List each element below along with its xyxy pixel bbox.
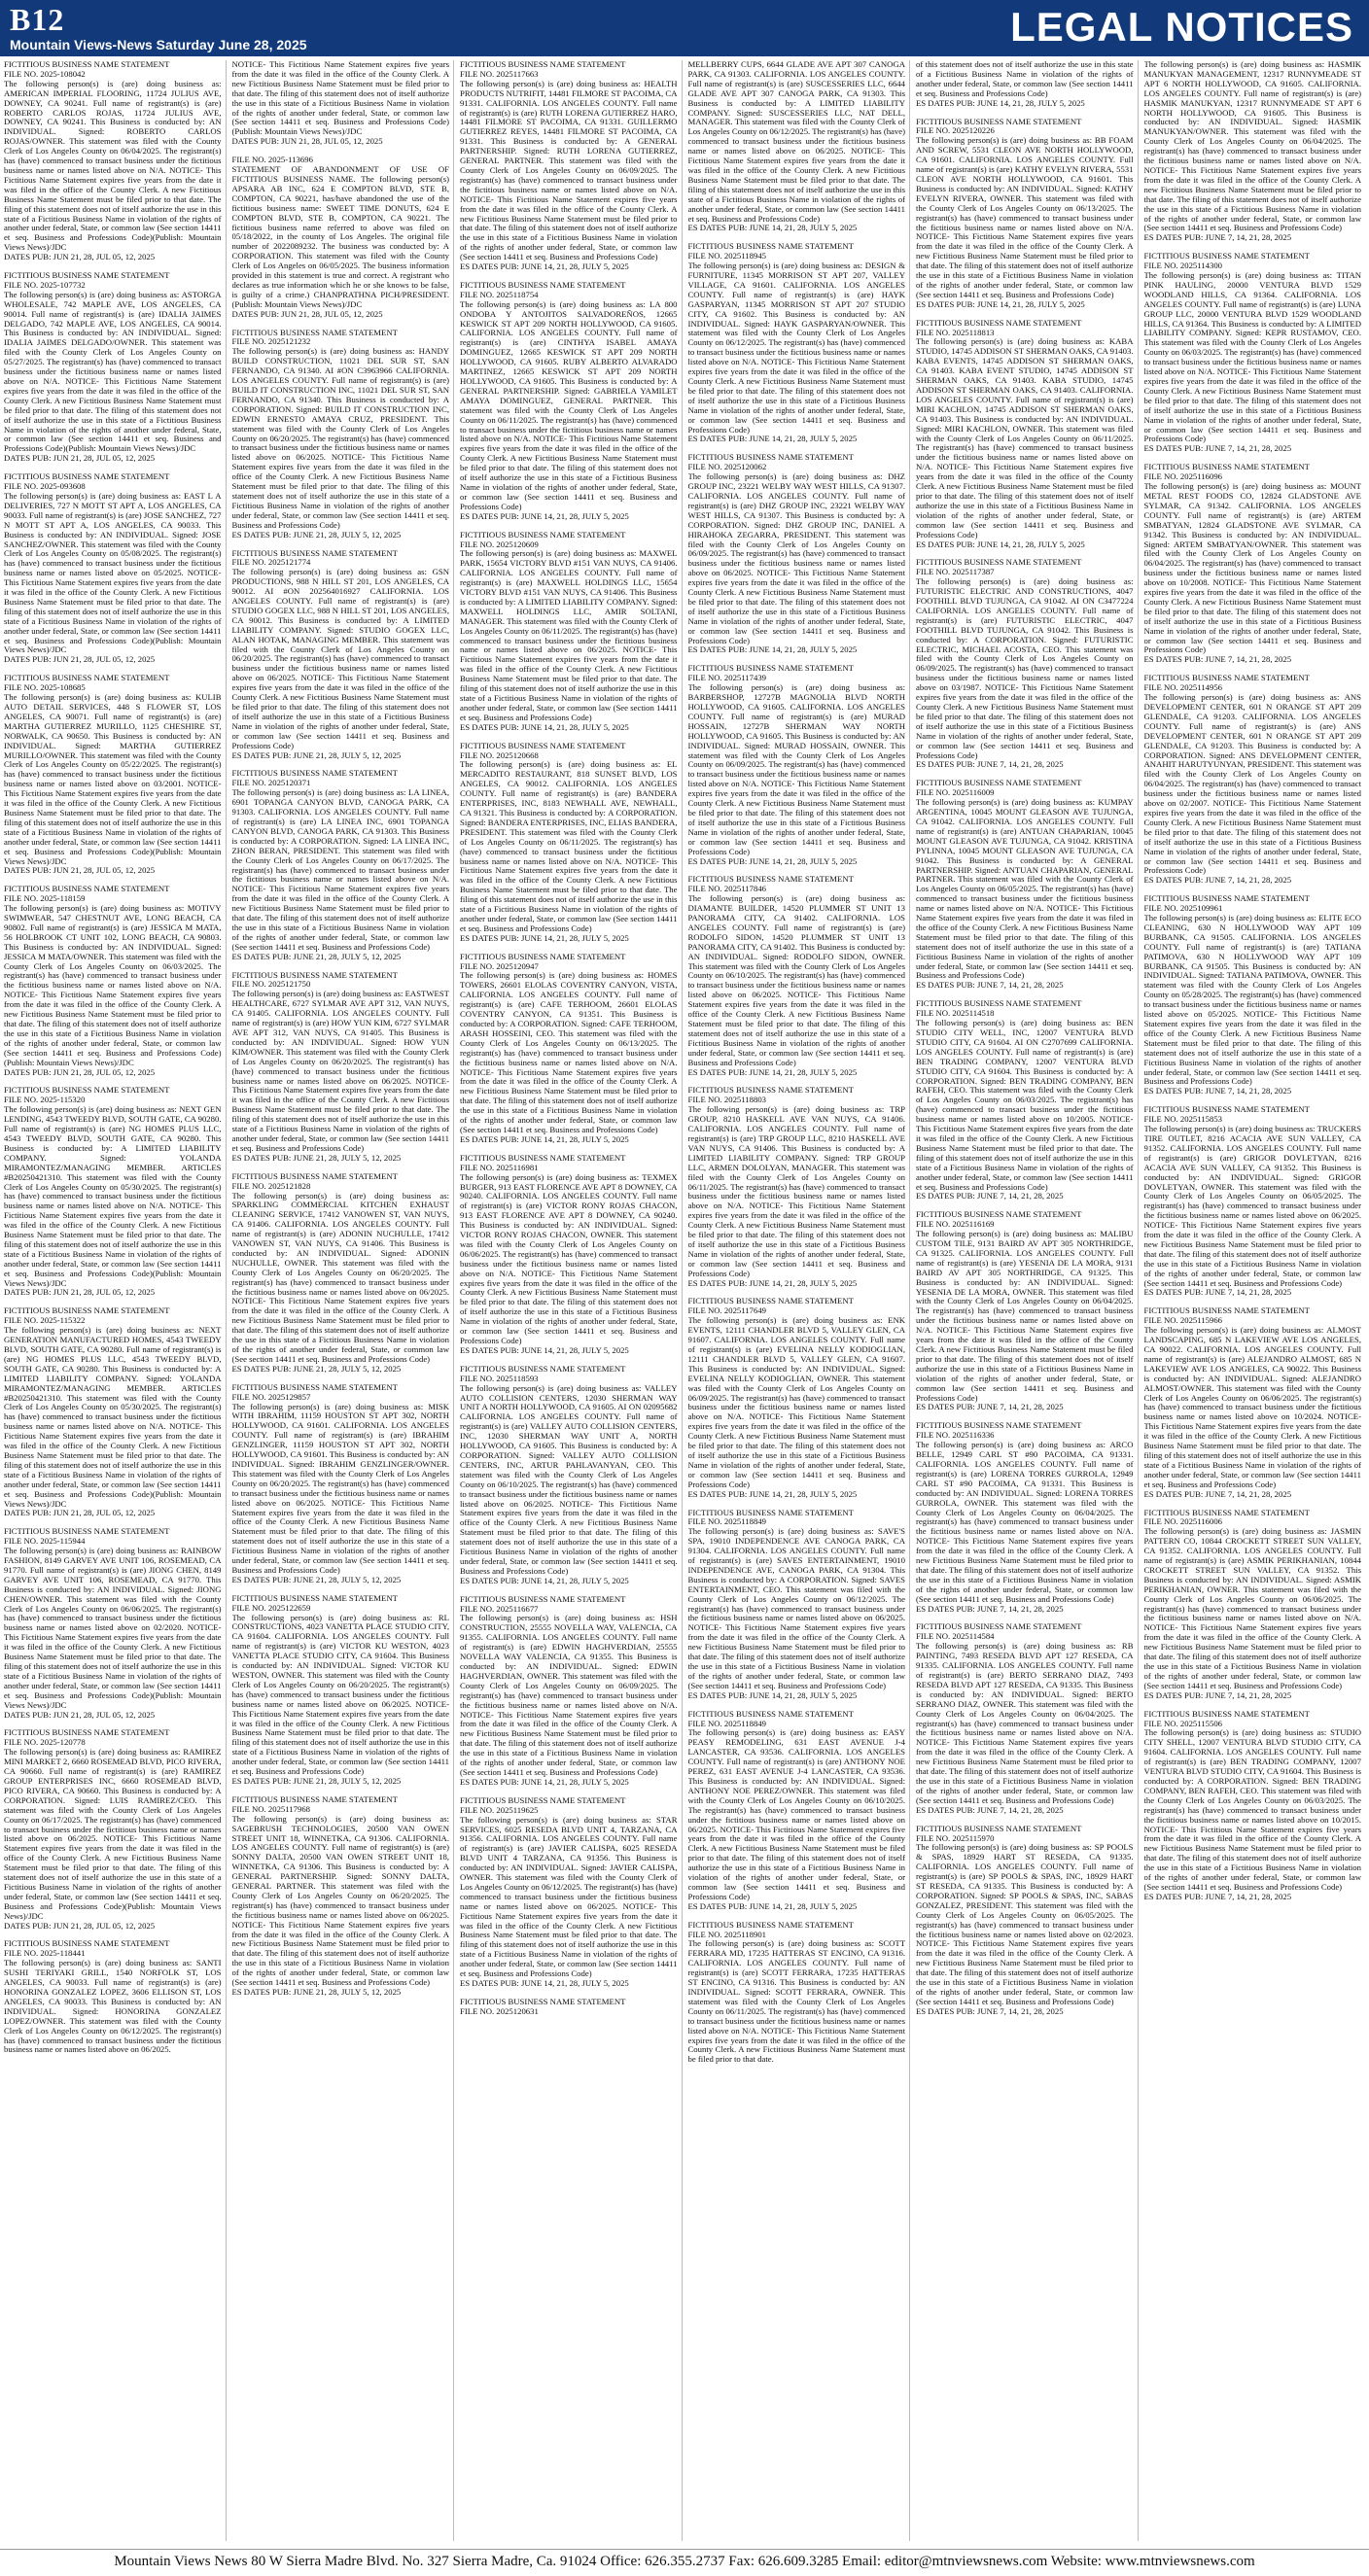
notice-pub-dates: ES DATES PUB: JUNE 14, 21, 28, JULY 5, 2025 (460, 510, 629, 521)
notice-pub-dates: ES DATES PUB: JUNE 14, 21, 28, JULY 5, 2025 (460, 1575, 629, 1585)
notice-body: The following person(s) is (are) doing business as: STAR SERVICES, 6025 RESEDA BLVD UNIT 4, TARZANA, CA 91356. CALIFORNIA. LOS ANGELES COUNTY. Full name of registrant(s) is (are) JAVIER CALISPA, 6025 RESEDA BLVD UNIT 4 TARZANA, CA 91356. This Business is conducted by: AN INDIVIDUAL. Signed: JAVIER CALISPA, OWNER. This statement was filed with the County Clerk of Los Angeles County on 06/12/2025. The registrant(s) has (have) commenced to transact business under the fictitious business name or names listed above on 06/2025. NOTICE- This Fictitious Name Statement expires five years from the date it was filed in the office of the County Clerk. A new Fictitious Business Name Statement must be filed prior to that date. The filing of this statement does not of itself authorize the use in this state of a Fictitious Business Name in violation of the rights of another under federal, State, or common law (See section 14411 et seq. Business and Professions Code) (460, 1814, 678, 1979)
notice-file-number: FILE NO. 2025115853 (1143, 1114, 1223, 1125)
notice-body: The following person(s) is (are) doing business as: TRP GROUP, 8210 HASKELL AVE VAN NUYS, CA 91406. CALIFORNIA. LOS ANGELES COUNTY. Full name of registrant(s) is (are) TRP GROUP LLC, 8210 HASKELL AVE VAN NUYS, CA 91406. This Business is conducted by: A LIMITED LIABILITY COMPANY. Signed: TRP GROUP LLC, ARMEN DOLOLYAN, MANAGER. This statement was filed with the County Clerk of Los Angeles County on 06/11/2025. The registrant(s) has (have) commenced to transact business under the fictitious business name or names listed above on N/A. NOTICE- This Fictitious Name Statement expires five years from the date it was filed in the office of the County Clerk. A new Fictitious Business Name Statement must be filed prior to that date. The filing of this statement does not of itself authorize the use in this state of a Fictitious Business Name in violation of the rights of another under federal, State, or common law (See section 14411 et seq. Business and Professions Code) (687, 1104, 905, 1278)
notice-pub-dates: ES DATES PUB: JUNE 14, 21, 28, JULY 5, 2025 (687, 644, 858, 655)
notice-title: FICTITIOUS BUSINESS NAME STATEMENT (916, 1621, 1082, 1632)
notice-title: FICTITIOUS BUSINESS NAME STATEMENT (231, 768, 398, 779)
legal-notice (1144, 674, 1362, 886)
legal-notice (232, 60, 450, 147)
legal-notice (232, 769, 450, 961)
notice-body: The following person(s) is (are) doing business as: EAST L A DELIVERIES, 727 N MOTT ST APT A, LOS ANGELES, CA 90033. Full name of registrant(s) is (are) JOSE SANCHEZ, 727 N MOTT ST APT A, LOS ANGELES, CA 90033. This Business is conducted by: AN INDIVIDUAL. Signed: JOSE SANCHEZ/OWNER. This statement was filed with the County Clerk of Los Angeles County on 05/08/2025. The registrant(s) has (have) commenced to transact business under the fictitious business name or names listed above on 05/2025. NOTICE- This Fictitious Name Statement expires five years from the date it was filed in the office of the County Clerk. A new Fictitious Business Name Statement must be filed prior to that date. The filing of this statement does not of itself authorize the use in this state of a Fictitious Business Name in violation of the rights of another under federal, State, or common law (See section 14411 et seq. Business and Professions Code)(Publish: Mountain Views News)/JDC (4, 490, 222, 655)
notice-body: The following person(s) is (are) doing business as: HSH CONSTRUCTION, 25555 NOVELLA WAY, VALENCIA, CA 91355. CALIFORNIA. LOS ANGELES COUNTY. Full name of registrant(s) is (are) EDWIN HAGHVERDIAN, 25555 NOVELLA WAY VALENCIA, CA 91355. This Business is conducted by: AN INDIVIDUAL. Signed: EDWIN HAGHVERDIAN, OWNER. This statement was filed with the County Clerk of Los Angeles County on 06/09/2025. The registrant(s) has (have) commenced to transact business under the fictitious business name or names listed above on N/A. NOTICE- This Fictitious Name Statement expires five years from the date it was filed in the office of the County Clerk. A new Fictitious Business Name Statement must be filed prior to that date. The filing of this statement does not of itself authorize the use in this state of a Fictitious Business Name in violation of the rights of another under federal, State, or common law (See section 14411 et seq. Business and Professions Code) (460, 1613, 678, 1777)
notice-title: FICTITIOUS BUSINESS NAME STATEMENT (460, 529, 626, 540)
notice-body: The following person(s) is (are) doing business as: FUTURISTIC ELECTRIC AND CONSTRUCTIONS, 4047 FOOTHILL BLVD TUJUNGA, CA 91042. AI ON C3477224 CALIFORNIA. LOS ANGELES COUNTY. Full name of registrant(s) is (are) FUTURISTIC ELECTRIC, 4047 FOOTHILL BLVD TUJUNGA, CA 91042. This Business is conducted by: A CORPORATION. Signed: FUTURISTIC ELECTRIC, MICHAEL ACOSTA, CEO. This statement was filed with the County Clerk of Los Angeles County on 06/09/2025. The registrant(s) has (have) commenced to transact business under the fictitious business name or names listed above on 03/1987. NOTICE- This Fictitious Name Statement expires five years from the date it was filed in the office of the County Clerk. A new Fictitious Business Name Statement must be filed prior to that date. The filing of this statement does not of itself authorize the use in this state of a Fictitious Business Name in violation of the rights of another under federal, State, or common law (See section 14411 et seq. Business and Professions Code) (916, 576, 1134, 760)
notice-pub-dates: ES DATES PUB: JUNE 7, 14, 21, 28, 2025 (916, 1191, 1064, 1201)
legal-notice (916, 60, 1134, 109)
notice-title: FICTITIOUS BUSINESS NAME STATEMENT (1143, 251, 1310, 261)
notice-file-number: FILE NO. 2025120062 (687, 462, 767, 472)
legal-notice (460, 1365, 678, 1586)
notice-body: The following person(s) is (are) doing business as: KABA STUDIO, 14745 ADDISON ST SHERMAN OAKS, CA 91403. KABA EVENTS, 14745 ADDISON ST SHERMAN OAKS, CA 91403. KABA EVENT STUDIO, 14745 ADDISON ST SHERMAN OAKS, CA 91403. KABA STUDIO, 14745 ADDISON ST SHERMAN OAKS, CA 91403. CALIFORNIA. LOS ANGELES COUNTY. Full name of registrant(s) is (are) MIRI KACHLON, 14745 ADDISON ST SHERMAN OAKS, CA 91403. This Business is conducted by: AN INDIVIDUAL. Signed: MIRI KACHLON, OWNER. This statement was filed with the County Clerk of Los Angeles County on 06/11/2025. The registrant(s) has (have) commenced to transact business under the fictitious business name or names listed above on N/A. NOTICE- This Fictitious Name Statement expires five years from the date it was filed in the office of the County Clerk. A new Fictitious Business Name Statement must be filed prior to that date. The filing of this statement does not of itself authorize the use in this state of a Fictitious Business Name in violation of the rights of another under federal, State, or common law (See section 14411 et seq. Business and Professions Code) (916, 336, 1134, 540)
legal-notice (460, 1998, 678, 2017)
legal-notice (460, 281, 678, 522)
legal-notice (232, 329, 450, 540)
notice-pub-dates: ES DATES PUB: JUNE 14, 21, 28, JULY 5, 2025 (687, 1689, 858, 1700)
notice-body: The following person(s) is (are) doing business as: RB PAINTING, 7493 RESEDA BLVD APT 127 RESEDA, CA 91335. CALIFORNIA. LOS ANGELES COUNTY. Full name of registrant(s) is (are) BERTO SERRANO DIAZ, 7493 RESEDA BLVD APT 127 RESEDA, CA 91335. This Business is conducted by: AN INDIVIDUAL. Signed: BERTO SERRANO DIAZ, OWNER. This statement was filed with the County Clerk of Los Angeles County on 06/04/2025. The registrant(s) has (have) commenced to transact business under the fictitious business name or names listed above on N/A. NOTICE- This Fictitious Name Statement expires five years from the date it was filed in the office of the County Clerk. A new Fictitious Business Name Statement must be filed prior to that date. The filing of this statement does not of itself authorize the use in this state of a Fictitious Business Name in violation of the rights of another under federal, State, or common law (See section 14411 et seq. Business and Professions Code) (916, 1641, 1134, 1805)
notice-file-number: FILE NO. 2025-108042 (4, 68, 86, 79)
notice-pub-dates: ES DATES PUB: JUNE 14, 21, 28, JULY 5, 2025 (460, 1344, 629, 1355)
notices-columns (4, 60, 1365, 2541)
legal-notice (232, 549, 450, 761)
notice-body: The following person(s) is (are) doing business as: ASTORGA WHOLESALE, 742 MAPLE AVE, LOS ANGELES, CA 90014. Full name of registrant(s) is (are) IDALIA JAIMES DELGADO, 742 MAPLE AVE, LOS ANGELES, CA 90014. This Business is conducted by: AN INDIVIDUAL. Signed: IDALIA JAIMES DELGADO/OWNER. This statement was filed with the County Clerk of Los Angeles County on 05/27/2025. The registrant(s) has (have) commenced to transact business under the fictitious business name or names listed above on N/A. NOTICE- This Fictitious Name Statement expires five years from the date it was filed in the office of the County Clerk. A new Fictitious Business Name Statement must be filed prior to that date. The filing of this statement does not of itself authorize the use in this state of a Fictitious Business Name in violation of the rights of another under federal, State, or common law (See section 14411 et seq. Business and Professions Code)(Publish: Mountain Views News)/JDC (4, 289, 222, 454)
notice-file-number: FILE NO. 2025121232 (231, 336, 311, 347)
legal-notice (460, 953, 678, 1145)
notice-file-number: FILE NO. 2025117649 (687, 1305, 767, 1316)
notice-body: The following person(s) is (are) doing business as: TITAN PINK HAULING, 20000 VENTURA BLVD 1529 WOODLAND HILLS, CA 91364. CALIFORNIA. LOS ANGELES COUNTY. Full name of registrant(s) is (are) LUNA GROUP LLC, 20000 VENTURA BLVD 1529 WOODLAND HILLS, CA 91364. This Business is conducted by: A LIMITED LIABILITY COMPANY. Signed: KEPR RUSTAMOV, CEO. This statement was filed with the County Clerk of Los Angeles County on 06/03/2025. The registrant(s) has (have) commenced to transact business under the fictitious business name or names listed above on N/A. NOTICE- This Fictitious Name Statement expires five years from the date it was filed in the office of the County Clerk. A new Fictitious Business Name Statement must be filed prior to that date. The filing of this statement does not of itself authorize the use in this state of a Fictitious Business Name in violation of the rights of another under federal, State, or common law (See section 14411 et seq. Business and Professions Code) (1143, 270, 1361, 444)
notice-body: The following person(s) is (are) doing business as: DESIGN & FURNITURE, 11345 MORRISON ST APT 207, VALLEY VILLAGE, CA 91601. CALIFORNIA. LOS ANGELES COUNTY. Full name of registrant(s) is (are) HAYK GASPARYAN, 11345 MORRISON ST APT 207 STUDIO CITY, CA 91602. This Business is conducted by: AN INDIVIDUAL. Signed: HAYK GASPARYAN/OWNER. This statement was filed with the County Clerk of Los Angeles County on 06/12/2025. The registrant(s) has (have) commenced to transact business under the fictitious business name or names listed above on N/A. NOTICE- This Fictitious Name Statement expires five years from the date it was filed in the office of the County Clerk. A new Fictitious Business Name Statement must be filed prior to that date. The filing of this statement does not of itself authorize the use in this state of a Fictitious Business Name in violation of the rights of another under federal, State, or common law (See section 14411 et seq. Business and Professions Code) (687, 261, 905, 435)
column-3 (460, 60, 683, 2541)
notice-file-number: FILE NO. 2025117846 (687, 884, 767, 894)
notice-title: FICTITIOUS BUSINESS NAME STATEMENT (1143, 673, 1310, 683)
notice-title: FICTITIOUS BUSINESS NAME STATEMENT (460, 279, 626, 290)
notice-file-number: FILE NO. 2025114518 (916, 1008, 995, 1019)
notice-body: The following person(s) is (are) doing business as: KUMPAY ARGENTINA, 10045 MOUNT GLEASON AVE TUJUNGA, CA 91042. CALIFORNIA. LOS ANGELES COUNTY. Full name of registrant(s) is (are) ANTUAN CHAPARIAN, 10045 MOUNT GLEASON AVE TUJUNGA, CA 91042. KRISTINA PYLINNA, 10045 MOUNT GLEASON AVE TUJUNGA, CA 91042. This Business is conducted by: A GENERAL PARTNERSHIP. Signed: ANTUAN CHAPARIAN, GENERAL PARTNER. This statement was filed with the County Clerk of Los Angeles County on 06/05/2025. The registrant(s) has (have) commenced to transact business under the fictitious business name or names listed above on N/A. NOTICE- This Fictitious Name Statement expires five years from the date it was filed in the office of the County Clerk. A new Fictitious Business Name Statement must be filed prior to that date. The filing of this statement does not of itself authorize the use in this state of a Fictitious Business Name in violation of the rights of another under federal, State, or common law (See section 14411 et seq. Business and Professions Code) (916, 797, 1134, 981)
notice-body: The following person(s) is (are) doing business as: STUDIO CITY SHELL, 12007 VENTURA BLVD STUDIO CITY, CA 91604. CALIFORNIA. LOS ANGELES COUNTY. Full name of registrant(s) is (are) BEN TRADING COMPANY, 12007 VENTURA BLVD STUDIO CITY, CA 91604. This Business is conducted by: A CORPORATION. Signed: BEN TRADING COMPANY, BEN RAFEH, CEO. This statement was filed with the County Clerk of Los Angeles County on 06/03/2025. The registrant(s) has (have) commenced to transact business under the fictitious business name or names listed above on 10/2015. NOTICE- This Fictitious Name Statement expires five years from the date it was filed in the office of the County Clerk. A new Fictitious Business Name Statement must be filed prior to that date. The filing of this statement does not of itself authorize the use in this state of a Fictitious Business Name in violation of the rights of another under federal, State, or common law (See section 14411 et seq. Business and Professions Code) (1143, 1727, 1361, 1892)
column-1 (4, 60, 227, 2541)
legal-notice (1144, 60, 1362, 243)
notice-title: FICTITIOUS BUSINESS NAME STATEMENT (231, 1592, 398, 1603)
notice-body: The following person(s) is (are) doing business as: BARBERSHOP, 12727B MAGNOLIA BLVD NORTH HOLLYWOOD, CA 91605. CALIFORNIA. LOS ANGELES COUNTY. Full name of registrant(s) is (are) MURAD HOSSAIN, 12727B SHERMAN WAY NORTH HOLLYWOOD, CA 91605. This Business is conducted by: AN INDIVIDUAL. Signed: MURAD HOSSAIN, OWNER. This statement was filed with the County Clerk of Los Angeles County on 06/09/2025. The registrant(s) has (have) commenced to transact business under the fictitious business name or names listed above on N/A. NOTICE- This Fictitious Name Statement expires five years from the date it was filed in the office of the County Clerk. A new Fictitious Business Name Statement must be filed prior to that date. The filing of this statement does not of itself authorize the use in this state of a Fictitious Business Name in violation of the rights of another under federal, State, or common law (See section 14411 et seq. Business and Professions Code) (687, 682, 905, 856)
notice-body: The following person(s) is (are) doing business as: LA 800 ONDOBA Y ANTOJITOS SALVADOREÑOS, 12665 KESWICK ST APT 209 NORTH HOLLYWOOD, CA 91605. CALIFORNIA. LOS ANGELES COUNTY. Full name of registrant(s) is (are) CINTHYA ISABEL AMAYA DOMINGUEZ, 12665 KESWICK ST APT 209 NORTH HOLLYWOOD, CA 91605. RUBY ALBERTO ALVARADO MARTINEZ, 12665 KESWICK ST APT 209 NORTH HOLLYWOOD, CA 91605. This Business is conducted by: A GENERAL PARTNERSHIP. Signed: GABRIELA YAMILET AMAYA DOMINGUEZ, GENERAL PARTNER. This statement was filed with the County Clerk of Los Angeles County on 06/11/2025. The registrant(s) has (have) commenced to transact business under the fictitious business name or names listed above on N/A. NOTICE- This Fictitious Name Statement expires five years from the date it was filed in the office of the County Clerk. A new Fictitious Business Name Statement must be filed prior to that date. The filing of this statement does not of itself authorize the use in this state of a Fictitious Business Name in violation of the rights of another under federal, State, or common law (See section 14411 et seq. Business and Professions Code) (460, 298, 678, 511)
legal-notice (232, 971, 450, 1164)
notice-pub-dates: ES DATES PUB: JUNE 14, 21, 28, JULY 5, 2025 (460, 932, 629, 943)
legal-notice (232, 1594, 450, 1787)
notice-body: The following person(s) is (are) doing business as: MISK WITH IBRAHIM, 11159 HOUSTON ST APT 302, NORTH HOLLYWOOD, CA 91601. CALIFORNIA. LOS ANGELES COUNTY. Full name of registrant(s) is (are) IBRAHIM GENZLINGER, 11159 HOUSTON ST APT 302, NORTH HOLLYWOOD, CA 91601. This Business is conducted by: AN INDIVIDUAL. Signed: IBRAHIM GENZLINGER/OWNER. This statement was filed with the County Clerk of Los Angeles County on 06/20/2025. The registrant(s) has (have) commenced to transact business under the fictitious business name or names listed above on 06/2025. NOTICE- This Fictitious Name Statement expires five years from the date it was filed in the office of the County Clerk. A new Fictitious Business Name Statement must be filed prior to that date. The filing of this statement does not of itself authorize the use in this state of a Fictitious Business Name in violation of the rights of another under federal, State, or common law (See section 14411 et seq. Business and Professions Code) (231, 1401, 449, 1575)
legal-notice (1144, 1105, 1362, 1298)
notice-title: FICTITIOUS BUSINESS NAME STATEMENT (231, 1381, 398, 1392)
legal-notice (1144, 463, 1362, 665)
notice-body: The following person(s) is (are) doing business as: MAXWEL PARK, 15654 VICTORY BLVD #151 VAN NUYS, CA 91406. CALIFORNIA. LOS ANGELES COUNTY. Full name of registrant(s) is (are) MAXWELL HOLDINGS LLC, 15654 VICTORY BLVD #151 VAN NUYS, CA 91406. This Business is conducted by: A LIMITED LIABILITY COMPANY. Signed: MAXWELL HOLDINGS LLC, AMIR SOLTANI, MANAGER. This statement was filed with the County Clerk of Los Angeles County on 06/11/2025. The registrant(s) has (have) commenced to transact business under the fictitious business name or names listed above on 06/2025. NOTICE- This Fictitious Name Statement expires five years from the date it was filed in the office of the County Clerk. A new Fictitious Business Name Statement must be filed prior to that date. The filing of this statement does not of itself authorize the use in this state of a Fictitious Business Name in violation of the rights of another under federal, State, or common law (See section 14411 et seq. Business and Professions Code) (460, 548, 678, 722)
notice-pub-dates: ES DATES PUB: JUNE 21, 28, JULY 5, 12, 2025 (231, 1363, 402, 1374)
notice-body: The following person(s) is (are) doing business as: SANTI SUSHI TERIYAKI GRILL, 1540 NORFOLK ST, LOS ANGELES, CA 90033. Full name of registrant(s) is (are) HONORINA GONZALEZ LOPEZ, 3606 ELLISON ST, LOS ANGELES, CA 90033. This Business is conducted by: AN INDIVIDUAL. Signed: HONORINA GONZALEZ LOPEZ/OWNER. This statement was filed with the County Clerk of Los Angeles County on 06/12/2025. The registrant(s) has (have) commenced to transact business under the fictitious business name or names listed above on 06/2025. (4, 1958, 222, 2055)
legal-notice (916, 319, 1134, 550)
notice-file-number: FILE NO. 2025115970 (916, 1832, 995, 1843)
notice-file-number: FILE NO. 2025120668 (460, 749, 539, 760)
notice-title: FICTITIOUS BUSINESS NAME STATEMENT (460, 60, 626, 69)
notice-body: The following person(s) is (are) doing business as: MALIBU CUSTOM TILE, 9131 BAIRD AV APT 305 NORTHRIDGE, CA 91325. CALIFORNIA. LOS ANGELES COUNTY. Full name of registrant(s) is (are) YESENIA DE LA MORA, 9131 BAIRD AV APT 305 NORTHRIDGE, CA 91325. This Business is conducted by: AN INDIVIDUAL. Signed: YESENIA DE LA MORA, OWNER. This statement was filed with the County Clerk of Los Angeles County on 06/04/2025. The registrant(s) has (have) commenced to transact business under the fictitious business name or names listed above on N/A. NOTICE- This Fictitious Name Statement expires five years from the date it was filed in the office of the County Clerk. A new Fictitious Business Name Statement must be filed prior to that date. The filing of this statement does not of itself authorize the use in this state of a Fictitious Business Name in violation of the rights of another under federal, State, or common law (See section 14411 et seq. Business and Professions Code) (916, 1229, 1134, 1403)
legal-notice (1144, 1710, 1362, 1902)
notice-body: The following person(s) is (are) doing business as: SPARKLING COMMERCIAL KITCHEN EXHAUST CLEANING SERVICE, 17412 VANOWEN ST, VAN NUYS, CA 91406. CALIFORNIA. LOS ANGELES COUNTY. Full name of registrant(s) is (are) ADONIN NUCHULLE, 17412 VANOWEN ST, VAN NUYS, CA 91406. This Business is conducted by: AN INDIVIDUAL. Signed: ADONIN NUCHULLE, OWNER. This statement was filed with the County Clerk of Los Angeles County on 06/20/2025. The registrant(s) has (have) commenced to transact business under the fictitious business name or names listed above on 06/2025. NOTICE- This Fictitious Name Statement expires five years from the date it was filed in the office of the County Clerk. A new Fictitious Business Name Statement must be filed prior to that date. The filing of this statement does not of itself authorize the use in this state of a Fictitious Business Name in violation of the rights of another under federal, State, or common law (See section 14411 et seq. Business and Professions Code) (231, 1190, 449, 1364)
notice-body: The following person(s) is (are) doing business as: NEXT GEN LENDING, 4543 TWEEDY BLVD, SOUTH GATE, CA 90280. Full name of registrant(s) is (are) NG HOMES PLUS LLC, 4543 TWEEDY BLVD, SOUTH GATE, CA 90280. This Business is conducted by: A LIMITED LIABILITY COMPANY. Signed: YOLANDA MIRAMONTEZ/MANAGING MEMBER. ARTICLES #B20250421310. This statement was filed with the County Clerk of Los Angeles County on 05/30/2025. The registrant(s) has (have) commenced to transact business under the fictitious business name or names listed above on N/A. NOTICE- This Fictitious Name Statement expires five years from the date it was filed in the office of the County Clerk. A new Fictitious Business Name Statement must be filed prior to that date. The filing of this statement does not of itself authorize the use in this state of a Fictitious Business Name in violation of the rights of another under federal, State, or common law (See section 14411 et seq. Business and Professions Code)(Publish: Mountain Views News)/JDC (4, 1104, 222, 1288)
legal-notice (688, 1086, 906, 1288)
notice-title: FICTITIOUS BUSINESS NAME STATEMENT (460, 1152, 626, 1163)
notice-pub-dates: DATES PUB: JUN 21, 28, JUL 05, 12, 2025 (4, 453, 156, 464)
notice-pub-dates: ES DATES PUB: JUNE 21, 28, JULY 5, 12, 2025 (231, 1152, 402, 1163)
notice-pub-dates: DATES PUB: JUN 21, 28, JUL 05, 12, 2025 (4, 1066, 156, 1077)
notice-pub-dates: ES DATES PUB: JUNE 7, 14, 21, 28, 2025 (916, 1804, 1064, 1815)
notice-title: FICTITIOUS BUSINESS NAME STATEMENT (231, 969, 398, 980)
notice-pub-dates: ES DATES PUB: JUNE 7, 14, 21, 28, 2025 (916, 1402, 1064, 1412)
notice-file-number: FILE NO. 2025116006 (1143, 1516, 1223, 1527)
notice-pub-dates: ES DATES PUB: JUNE 7, 14, 21, 28, 2025 (1143, 1086, 1292, 1097)
notice-body: The following person(s) is (are) doing business as: RAINBOW FASHION, 8149 GARVEY AVE UNIT 106, ROSEMEAD, CA 91770. Full name of registrant(s) is (are) JIONG CHEN, 8149 GARVEY AVE UNIT 106, ROSEMEAD, CA 91770. This Business is conducted by: AN INDIVIDUAL. Signed: JIONG CHEN/OWNER. This statement was filed with the County Clerk of Los Angeles County on 06/06/2025. The registrant(s) has (have) commenced to transact business under the fictitious business name or names listed above on 02/2020. NOTICE- This Fictitious Name Statement expires five years from the date it was filed in the office of the County Clerk. A new Fictitious Business Name Statement must be filed prior to that date. The filing of this statement does not of itself authorize the use in this state of a Fictitious Business Name in violation of the rights of another under federal, State, or common law (See section 14411 et seq. Business and Professions Code)(Publish: Mountain Views News)/JDC (4, 1546, 222, 1710)
notice-pub-dates: DATES PUB: JUN 21, 28, JUL 05, 12, 2025 (231, 136, 383, 147)
notice-pub-dates: DATES PUB: JUN 21, 28, JUL 05, 12, 2025 (4, 1287, 156, 1298)
notice-title: FICTITIOUS BUSINESS NAME STATEMENT (4, 471, 170, 482)
notice-body: The following person(s) is (are) doing business as: DIAMANTE BUILDER, 14520 PLUMMER ST UNIT 13 PANORAMA CITY, CA 91402. CALIFORNIA. LOS ANGELES COUNTY. Full name of registrant(s) is (are) RODOLFO SIDON, 14520 PLUMMER ST UNIT 13 PANORAMA CITY, CA 91402. This Business is conducted by: AN INDIVIDUAL. Signed: RODOLFO SIDON, OWNER. This statement was filed with the County Clerk of Los Angeles County on 06/10/2025. The registrant(s) has (have) commenced to transact business under the fictitious business name or names listed above on 06/2025. NOTICE- This Fictitious Name Statement expires five years from the date it was filed in the office of the County Clerk. A new Fictitious Business Name Statement must be filed prior to that date. The filing of this statement does not of itself authorize the use in this state of a Fictitious Business Name in violation of the rights of another under federal, State, or common law (See section 14411 et seq. Business and Professions Code) (687, 893, 905, 1067)
notice-pub-dates: DATES PUB: JUN 21, 28, JUL 05, 12, 2025 (4, 1920, 156, 1931)
legal-notice (1144, 252, 1362, 454)
notice-pub-dates: ES DATES PUB: JUNE 21, 28, JULY 5, 12, 2025 (231, 1775, 402, 1786)
notice-file-number: FILE NO. 2025121828 (231, 1180, 311, 1191)
notice-body: The following person(s) is (are) doing business as: EASY PEASY REMODELING, 631 EAST AVENUE J-4 LANCASTER, CA 93536. CALIFORNIA. LOS ANGELES COUNTY. Full name of registrant(s) is (are) ANTHONY NOE PEREZ, 631 EAST AVENUE J-4 LANCASTER, CA 93536. This Business is conducted by: AN INDIVIDUAL. Signed: ANTHONY NOE PEREZ/OWNER. This statement was filed with the County Clerk of Los Angeles County on 06/10/2025. The registrant(s) has (have) commenced to transact business under the fictitious business name or names listed above on 06/2025. NOTICE- This Fictitious Name Statement expires five years from the date it was filed in the office of the County Clerk. A new Fictitious Business Name Statement must be filed prior to that date. The filing of this statement does not of itself authorize the use in this state of a Fictitious Business Name in violation of the rights of another under federal, State, or common law (See section 14411 et seq. Business and Professions Code) (687, 1727, 905, 1901)
column-5 (916, 60, 1139, 2541)
notice-title: FICTITIOUS BUSINESS NAME STATEMENT (916, 998, 1082, 1009)
notice-file-number: FILE NO. 2025118593 (460, 1373, 539, 1383)
notice-title: FICTITIOUS BUSINESS NAME STATEMENT (916, 1209, 1082, 1220)
notice-title: FICTITIOUS BUSINESS NAME STATEMENT (4, 1938, 170, 1949)
notice-title: FICTITIOUS BUSINESS NAME STATEMENT (687, 663, 854, 674)
notice-file-number: FILE NO. 2025116981 (460, 1162, 539, 1172)
notice-file-number: FILE NO. 2025114956 (1143, 682, 1223, 693)
notice-pub-dates: ES DATES PUB: JUNE 7, 14, 21, 28, 2025 (1143, 1689, 1292, 1700)
notice-body: The following person(s) is (are) doing business as: LA LINEA, 6901 TOPANGA CANYON BLVD, CANOGA PARK, CA 91303. CALIFORNIA. LOS ANGELES COUNTY. Full name of registrant(s) is (are) LA LINEA INC, 6901 TOPANGA CANYON BLVD, CANOGA PARK, CA 91303. This Business is conducted by: A CORPORATION. Signed: LA LINEA INC, ZHON BERAN, PRESIDENT. This statement was filed with the County Clerk of Los Angeles County on 06/17/2025. The registrant(s) has (have) commenced to transact business under the fictitious business name or names listed above on N/A. NOTICE- This Fictitious Name Statement expires five years from the date it was filed in the office of the County Clerk. A new Fictitious Business Name Statement must be filed prior to that date. The filing of this statement does not of itself authorize the use in this state of a Fictitious Business Name in violation of the rights of another under federal, State, or common law (See section 14411 et seq. Business and Professions Code) (231, 787, 449, 952)
notice-body: The following person(s) is (are) doing business as: EL MERCADITO RESTAURANT, 818 SUNSET BLVD, LOS ANGELES, CA 90012. CALIFORNIA. LOS ANGELES COUNTY. Full name of registrant(s) is (are) BANDERA ENTERPRISES, INC, 8183 NEWHALL AVE, NEWHALL, CA 91321. This Business is conducted by: A CORPORATION. Signed: BANDERA ENTERPRISES, INC, ELIAS BANDERA, PRESIDENT. This statement was filed with the County Clerk of Los Angeles County on 06/11/2025. The registrant(s) has (have) commenced to transact business under the fictitious business name or names listed above on N/A. NOTICE- This Fictitious Name Statement expires five years from the date it was filed in the office of the County Clerk. A new Fictitious Business Name Statement must be filed prior to that date. The filing of this statement does not of itself authorize the use in this state of a Fictitious Business Name in violation of the rights of another under federal, State, or common law (See section 14411 et seq. Business and Professions Code) (460, 759, 678, 933)
notice-pub-dates: DATES PUB: JUN 21, 28, JUL 05, 12, 2025 (4, 252, 156, 262)
notice-title: FICTITIOUS BUSINESS NAME STATEMENT (4, 1085, 170, 1096)
notice-title: FICTITIOUS BUSINESS NAME STATEMENT (916, 116, 1082, 126)
notice-title: FICTITIOUS BUSINESS NAME STATEMENT (231, 327, 398, 337)
notice-pub-dates: ES DATES PUB: JUNE 7, 14, 21, 28, 2025 (1143, 232, 1292, 243)
notice-title: FICTITIOUS BUSINESS NAME STATEMENT (4, 673, 170, 683)
notice-title: FICTITIOUS BUSINESS NAME STATEMENT (231, 547, 398, 558)
legal-notice (232, 1383, 450, 1585)
notice-pub-dates: ES DATES PUB: JUNE 14, 21, 28, JULY 5, 2025 (916, 97, 1085, 108)
notice-title: FICTITIOUS BUSINESS NAME STATEMENT (1143, 462, 1310, 472)
notice-body: The following person(s) is (are) doing business as: ARCO BELLE, 12949 CARL ST #90 PACOIMA, CA 91331. CALIFORNIA. LOS ANGELES COUNTY. Full name of registrant(s) is (are) LORENA TORRES GURROLA, 12949 CARL ST #90 PACOIMA, CA 91331. This Business is conducted by: AN INDIVIDUAL. Signed: LORENA TORRES GURROLA, OWNER. This statement was filed with the County Clerk of Los Angeles County on 06/04/2025. The registrant(s) has (have) commenced to transact business under the fictitious business name or names listed above on N/A. NOTICE- This Fictitious Name Statement expires five years from the date it was filed in the office of the County Clerk. A new Fictitious Business Name Statement must be filed prior to that date. The filing of this statement does not of itself authorize the use in this state of a Fictitious Business Name in violation of the rights of another under federal, State, or common law (See section 14411 et seq. Business and Professions Code) (916, 1440, 1134, 1604)
notice-file-number: FILE NO. 2025118813 (916, 327, 995, 337)
notice-title: FICTITIOUS BUSINESS NAME STATEMENT (460, 1593, 626, 1604)
notice-body: The following person(s) is (are) doing business as: ALMOST LANDSCAPING, 685 N LAKEVIEW AVE LOS ANGELES, CA 90022. CALIFORNIA. LOS ANGELES COUNTY. Full name of registrant(s) is (are) ALEJANDRO ALMOST, 685 N LAKEVIEW AVE LOS ANGELES, CA 90022. This Business is conducted by: AN INDIVIDUAL. Signed: ALEJANDRO ALMOST/OWNER. This statement was filed with the County Clerk of Los Angeles County on 06/06/2025. The registrant(s) has (have) commenced to transact business under the fictitious business name or names listed above on 10/2024. NOTICE- This Fictitious Name Statement expires five years from the date it was filed in the office of the County Clerk. A new Fictitious Business Name Statement must be filed prior to that date. The filing of this statement does not of itself authorize the use in this state of a Fictitious Business Name in violation of the rights of another under federal, State, or common law (See section 14411 et seq. Business and Professions Code) (1143, 1325, 1361, 1489)
notice-pub-dates: ES DATES PUB: JUNE 14, 21, 28, JULY 5, 2025 (687, 1277, 858, 1288)
notice-body: The following person(s) is (are) doing business as: RAMIREZ MINI MARKET 2, 6660 ROSEMEAD BLVD, PICO RIVERA, CA 90660. Full name of registrant(s) is (are) RAMIREZ GROUP ENTERPRISES INC, 6660 ROSEMEAD BLVD, PICO RIVERA, CA 90660. This Business is conducted by: A CORPORATION. Signed: LUIS RAMIREZ/CEO. This statement was filed with the County Clerk of Los Angeles County on 06/17/2025. The registrant(s) has (have) commenced to transact business under the fictitious business name or names listed above on 06/2025. NOTICE- This Fictitious Name Statement expires five years from the date it was filed in the office of the County Clerk. A new Fictitious Business Name Statement must be filed prior to that date. The filing of this statement does not of itself authorize the use in this state of a Fictitious Business Name in violation of the rights of another under federal, State, or common law (See section 14411 et seq. Business and Professions Code)(Publish: Mountain Views News)/JDC (4, 1747, 222, 1921)
notice-file-number: FILE NO. 2025120947 (460, 960, 539, 971)
notice-title: FICTITIOUS BUSINESS NAME STATEMENT (1143, 1305, 1310, 1316)
notice-pub-dates: ES DATES PUB: JUNE 14, 21, 28, JULY 5, 2025 (916, 539, 1085, 549)
legal-notice (460, 531, 678, 733)
notice-title: FICTITIOUS BUSINESS NAME STATEMENT (1143, 1104, 1310, 1115)
notice-pub-dates: ES DATES PUB: JUNE 7, 14, 21, 28, 2025 (916, 759, 1064, 770)
notice-pub-dates: ES DATES PUB: JUNE 14, 21, 28, JULY 5, 2025 (460, 1776, 629, 1787)
legal-notice (688, 242, 906, 444)
legal-notice (688, 1710, 906, 1912)
legal-notice (4, 1086, 222, 1298)
notice-title: FICTITIOUS BUSINESS NAME STATEMENT (1143, 1507, 1310, 1517)
legal-notice (916, 1210, 1134, 1412)
notice-body: The following person(s) is (are) doing business as: AMERICAN IMPERIAL FLOORING, 11724 JULIUS AVE, DOWNEY, CA 90241. Full name of registrant(s) is (are) ROBERTO CARLOS ROJAS, 11724 JULIUS AVE, DOWNEY, CA 90241. This Business is conducted by: AN INDIVIDUAL. Signed: ROBERTO CARLOS ROJAS/OWNER. This statement was filed with the County Clerk of Los Angeles County on 06/04/2025. The registrant(s) has (have) commenced to transact business under the fictitious business name or names listed above on N/A. NOTICE- This Fictitious Name Statement expires five years from the date it was filed in the office of the County Clerk. A new Fictitious Business Name Statement must be filed prior to that date. The filing of this statement does not of itself authorize the use in this state of a Fictitious Business Name in violation of the rights of another under federal, State, or common law (See section 14411 et seq. Business and Professions Code)(Publish: Mountain Views News)/JDC (4, 78, 222, 253)
legal-notice (460, 742, 678, 944)
notice-body: STATEMENT OF ABANDONMENT OF USE OF FICTITIOUS BUSINESS NAME. The following person(s) APSARA AB INC, 624 E COMPTON BLVD, STE B, COMPTON, CA 90221, has/have abandoned the use of the fictitious business name: SWEET TIME DONUTS, 624 E COMPTON BLVD, STE B, COMPTON, CA 90221. The fictitious business name referred to above was filed on 05/18/2022, in the county of Los Angeles. The original file number of 2022089232. The business was conducted by: A CORPORATION. This statement was filed with the County Clerk of Los Angeles on 06/05/2025. The business information provided in this statement is true and correct. A registrant who declares as true information which he or she knows to be false, is guilty of a crime.) CHANPRATHNA PICH/PRESIDENT. (Publish: Mountain Views News)/JDC (231, 164, 449, 309)
notice-pub-dates: ES DATES PUB: JUNE 21, 28, JULY 5, 12, 2025 (231, 749, 402, 760)
notice-body: The following person(s) is (are) doing business as: GSN PRODUCTIONS, 988 N HILL ST 201, LOS ANGELES, CA 90012. AI #ON 202564016927 CALIFORNIA. LOS ANGELES COUNTY. Full name of registrant(s) is (are) STUDIO GOGEX LLC, 988 N HILL ST 201, LOS ANGELES, CA 90012. This Business is conducted by: A LIMITED LIABILITY COMPANY. Signed: STUDIO GOGEX LLC, ALAN HOTAK, MANAGING MEMBER. This statement was filed with the County Clerk of Los Angeles County on 06/20/2025. The registrant(s) has (have) commenced to transact business under the fictitious business name or names listed above on 06/2025. NOTICE- This Fictitious Name Statement expires five years from the date it was filed in the office of the County Clerk. A new Fictitious Business Name Statement must be filed prior to that date. The filing of this statement does not of itself authorize the use in this state of a Fictitious Business Name in violation of the rights of another under federal, State, or common law (See section 14411 et seq. Business and Professions Code) (231, 567, 449, 750)
notice-title: FICTITIOUS BUSINESS NAME STATEMENT (231, 1793, 398, 1804)
notice-body: NOTICE- This Fictitious Name Statement expires five years from the date it was filed in the office of the County Clerk. A new Fictitious Business Name Statement must be filed prior to that date. The filing of this statement does not of itself authorize the use in this state of a Fictitious Business Name in violation of the rights of another under federal, State, or common law (See section 14411 et seq. Business and Professions Code)(Publish: Mountain Views News)/JDC (231, 60, 449, 137)
notice-pub-dates: ES DATES PUB: JUNE 7, 14, 21, 28, 2025 (1143, 443, 1292, 454)
notice-file-number: FILE NO. 2025116009 (916, 787, 995, 798)
notice-title: FICTITIOUS BUSINESS NAME STATEMENT (460, 1794, 626, 1805)
notice-pub-dates: ES DATES PUB: JUNE 14, 21, 28, JULY 5, 2025 (460, 1133, 629, 1144)
notice-file-number: FILE NO. 2025-115944 (4, 1536, 86, 1547)
notice-file-number: FILE NO. 2025116096 (1143, 471, 1223, 482)
notice-file-number: FILE NO. 2025117387 (916, 567, 995, 577)
notice-pub-dates: ES DATES PUB: JUNE 14, 21, 28, JULY 5, 2025 (460, 1978, 629, 1988)
notice-title: FICTITIOUS BUSINESS NAME STATEMENT (916, 778, 1082, 788)
legal-notice (4, 674, 222, 876)
notice-body: The following person(s) is (are) doing business as: SAVE'S SPA, 19010 INDEPENDENCE AVE CANOGA PARK, CA 91304. CALIFORNIA. LOS ANGELES COUNTY. Full name of registrant(s) is (are) SAVES ENTERTAINMENT, 19010 INDEPENDENCE AVE, CANOGA PARK, CA 91304. This Business is conducted by: A CORPORATION. Signed: SAVES ENTERTAINMENT, CEO. This statement was filed with the County Clerk of Los Angeles County on 06/12/2025. The registrant(s) has (have) commenced to transact business under the fictitious business name or names listed above on 06/2025. NOTICE- This Fictitious Name Statement expires five years from the date it was filed in the office of the County Clerk. A new Fictitious Business Name Statement must be filed prior to that date. The filing of this statement does not of itself authorize the use in this state of a Fictitious Business Name in violation of the rights of another under federal, State, or common law (See section 14411 et seq. Business and Professions Code) (687, 1526, 905, 1690)
notice-file-number: FILE NO. 2025120226 (916, 125, 995, 136)
notice-title: FICTITIOUS BUSINESS NAME STATEMENT (460, 1996, 626, 2006)
notice-pub-dates: DATES PUB: JUN 21, 28, JUL 05, 12, 2025 (4, 1709, 156, 1720)
notice-file-number: FILE NO. 2025118849 (687, 1516, 767, 1527)
notice-body: The following person(s) is (are) doing business as: ENK EVENTS, 12111 CHANDLER BLVD 5, VALLEY GLEN, CA 91607. CALIFORNIA. LOS ANGELES COUNTY. Full name of registrant(s) is (are) EVELINA NELLY KODIOGLIAN, 12111 CHANDLER BLVD 5, VALLEY GLEN, CA 91607. This Business is conducted by: AN INDIVIDUAL. Signed: EVELINA NELLY KODIOGLIAN, OWNER. This statement was filed with the County Clerk of Los Angeles County on 06/09/2025. The registrant(s) has (have) commenced to transact business under the fictitious business name or names listed above on N/A. NOTICE- This Fictitious Name Statement expires five years from the date it was filed in the office of the County Clerk. A new Fictitious Business Name Statement must be filed prior to that date. The filing of this statement does not of itself authorize the use in this state of a Fictitious Business Name in violation of the rights of another under federal, State, or common law (See section 14411 et seq. Business and Professions Code) (687, 1315, 905, 1489)
notice-title: FICTITIOUS BUSINESS NAME STATEMENT (1143, 893, 1310, 904)
notice-file-number: FILE NO. 2025115966 (1143, 1315, 1223, 1326)
notice-body: The following person(s) is (are) doing business as: ELITE ECO CLEANING, 630 N HOLLYWOOD WAY APT 109 BURBANK, CA 91505. CALIFORNIA. LOS ANGELES COUNTY. Full name of registrant(s) is (are) TATIANA PATIMOVA, 630 N HOLLYWOOD WAY APT 109 BURBANK, CA 91505. This Business is conducted by: AN INDIVIDUAL. Signed: TATIANA PATIMOVA, OWNER. This statement was filed with the County Clerk of Los Angeles County on 05/28/2025. The registrant(s) has (have) commenced to transact business under the fictitious business name or names listed above on 05/2025. NOTICE- This Fictitious Name Statement expires five years from the date it was filed in the office of the County Clerk. A new Fictitious Business Name Statement must be filed prior to that date. The filing of this statement does not of itself authorize the use in this state of a Fictitious Business Name in violation of the rights of another under federal, State, or common law (See section 14411 et seq. Business and Professions Code) (1143, 913, 1361, 1087)
notice-body: The following person(s) is (are) doing business as: VALLEY AUTO COLLISION CENTERS, 12030 SHERMAN WAY UNIT A NORTH HOLLYWOOD, CA 91605. AI ON 02095682 CALIFORNIA. LOS ANGELES COUNTY. Full name of registrant(s) is (are) VALLEY AUTO COLLISION CENTERS, INC, 12030 SHERMAN WAY UNIT A, NORTH HOLLYWOOD, CA 91605. This Business is conducted by: A CORPORATION. Signed: VALLEY AUTO COLLISION CENTERS, INC, ARTUR PAHLAVANYAN, CEO. This statement was filed with the County Clerk of Los Angeles County on 06/10/2025. The registrant(s) has (have) commenced to transact business under the fictitious business name or names listed above on 06/2025. NOTICE- This Fictitious Name Statement expires five years from the date it was filed in the office of the County Clerk. A new Fictitious Business Name Statement must be filed prior to that date. The filing of this statement does not of itself authorize the use in this state of a Fictitious Business Name in violation of the rights of another under federal, State, or common law (See section 14411 et seq. Business and Professions Code) (460, 1382, 678, 1576)
notice-pub-dates: ES DATES PUB: JUNE 7, 14, 21, 28, 2025 (1143, 1488, 1292, 1499)
notice-title: FICTITIOUS BUSINESS NAME STATEMENT (460, 740, 626, 750)
notice-title: FICTITIOUS BUSINESS NAME STATEMENT (4, 60, 170, 69)
legal-notice (688, 453, 906, 655)
notice-file-number: FILE NO. 2025109961 (1143, 903, 1223, 914)
notice-body: The following person(s) is (are) doing business as: SP POOLS & SPAS, 18929 HART ST RESEDA, CA 91335. CALIFORNIA. LOS ANGELES COUNTY. Full name of registrant(s) is (are) SP POOLS & SPAS, INC, 18929 HART ST RESEDA, CA 91335. This Business is conducted by: A CORPORATION. Signed: SP POOLS & SPAS, INC, SABAS GONZALEZ, PRESIDENT. This statement was filed with the County Clerk of Los Angeles County on 06/05/2025. The registrant(s) has (have) commenced to transact business under the fictitious business name or names listed above on 02/2023. NOTICE- This Fictitious Name Statement expires five years from the date it was filed in the office of the County Clerk. A new Fictitious Business Name Statement must be filed prior to that date. The filing of this statement does not of itself authorize the use in this state of a Fictitious Business Name in violation of the rights of another under federal, State, or common law (See section 14411 et seq. Business and Professions Code) (916, 1842, 1134, 2006)
notice-pub-dates: ES DATES PUB: JUNE 7, 14, 21, 28, 2025 (1143, 1287, 1292, 1298)
column-6 (1144, 60, 1366, 2541)
notice-body: The following person(s) is (are) doing business as: HASMIK MANUKYAN MANAGEMENT, 12317 RUNNYMEADE ST APT 6 NORTH HOLLYWOOD, CA 91605. CALIFORNIA. LOS ANGELES COUNTY. Full name of registrant(s) is (are) HASMIK MANUKYAN, 12317 RUNNYMEADE ST APT 6 NORTH HOLLYWOOD, CA 91605. This Business is conducted by: AN INDIVIDUAL. Signed: HASMIK MANUKYAN/OWNER. This statement was filed with the County Clerk of Los Angeles County on 06/04/2025. The registrant(s) has (have) commenced to transact business under the fictitious business name or names listed above on N/A. NOTICE- This Fictitious Name Statement expires five years from the date it was filed in the office of the County Clerk. A new Fictitious Business Name Statement must be filed prior to that date. The filing of this statement does not of itself authorize the use in this state of a Fictitious Business Name in violation of the rights of another under federal, State, or common law (See section 14411 et seq. Business and Professions Code) (1143, 60, 1361, 233)
legal-notice (460, 1796, 678, 1989)
notice-title: FICTITIOUS BUSINESS NAME STATEMENT (687, 1085, 854, 1096)
notice-body: of this statement does not of itself authorize the use in this state of a Fictitious Business Name in violation of the rights of another under federal, State, or common law (See section 14411 et seq. Business and Professions Code) (916, 60, 1134, 98)
column-4 (688, 60, 911, 2541)
notice-body: MELLBERRY CUPS, 6644 GLADE AVE APT 307 CANOGA PARK, CA 91303. CALIFORNIA. LOS ANGELES COUNTY. Full name of registrant(s) is (are) SUSCESSERIES LLC, 6644 GLADE AVE APT 307 CANOGA PARK, CA 91303. This Business is conducted by: A LIMITED LIABILITY COMPANY. Signed: SUSCESSERIES LLC, NAT DELL, MANAGER. This statement was filed with the County Clerk of Los Angeles County on 06/12/2025. The registrant(s) has (have) commenced to transact business under the fictitious business name or names listed above on 06/2025. NOTICE- This Fictitious Name Statement expires five years from the date it was filed in the office of the County Clerk. A new Fictitious Business Name Statement must be filed prior to that date. The filing of this statement does not of itself authorize the use in this state of a Fictitious Business Name in violation of the rights of another under federal, State, or common law (See section 14411 et seq. Business and Professions Code) (687, 60, 906, 224)
notice-body: The following person(s) is (are) doing business as: SCOTT FERRARA MD, 17235 HATTERAS ST ENCINO, CA 91316. CALIFORNIA. LOS ANGELES COUNTY. Full name of registrant(s) is (are) SCOTT FERRARA, 17235 HATTERAS ST ENCINO, CA 91316. This Business is conducted by: AN INDIVIDUAL. Signed: SCOTT FERRARA, OWNER. This statement was filed with the County Clerk of Los Angeles County on 06/11/2025. The registrant(s) has (have) commenced to transact business under the fictitious business name or names listed above on N/A. NOTICE- This Fictitious Name Statement expires five years from the date it was filed in the office of the County Clerk. A new Fictitious Business Name Statement must be filed prior to that date. (687, 1938, 905, 2065)
notice-file-number: FILE NO. 2025122659 (231, 1602, 311, 1613)
notice-pub-dates: ES DATES PUB: JUNE 7, 14, 21, 28, 2025 (916, 980, 1064, 991)
legal-notice (4, 60, 222, 262)
notice-file-number: FILE NO. 2025-120778 (4, 1737, 86, 1748)
notice-pub-dates: ES DATES PUB: JUNE 14, 21, 28, JULY 5, 2025 (916, 298, 1085, 309)
notice-title: FICTITIOUS BUSINESS NAME STATEMENT (1143, 1708, 1310, 1719)
legal-notice (688, 875, 906, 1077)
notice-file-number: FILE NO. 2025118754 (460, 289, 539, 299)
notice-body: The following person(s) is (are) doing business as: TRUCKERS TIRE OUTLET, 8216 ACACIA AVE SUN VALLEY, CA 91352. CALIFORNIA. LOS ANGELES COUNTY. Full name of registrant(s) is (are) GRIGOR DOVLETYAN, 8216 ACACIA AVE SUN VALLEY, CA 91352. This Business is conducted by: AN INDIVIDUAL. Signed: GRIGOR DOVLETYAN, OWNER. This statement was filed with the County Clerk of Los Angeles County on 06/05/2025. The registrant(s) has (have) commenced to transact business under the fictitious business name or names listed above on 06/2025. NOTICE- This Fictitious Name Statement expires five years from the date it was filed in the office of the County Clerk. A new Fictitious Business Name Statement must be filed prior to that date. The filing of this statement does not of itself authorize the use in this state of a Fictitious Business Name in violation of the rights of another under federal, State, or common law (See section 14411 et seq. Business and Professions Code) (1143, 1124, 1361, 1288)
legal-notice (916, 779, 1134, 991)
notice-pub-dates: ES DATES PUB: JUNE 7, 14, 21, 28, 2025 (1143, 1891, 1292, 1901)
notice-title: FICTITIOUS BUSINESS NAME STATEMENT (231, 1170, 398, 1181)
column-2 (232, 60, 455, 2541)
masthead (0, 0, 1369, 56)
notice-title: FICTITIOUS BUSINESS NAME STATEMENT (4, 1305, 170, 1316)
notice-body: The following person(s) is (are) doing business as: MOTIVY SWIMWEAR, 547 CHESTNUT AVE, LONG BEACH, CA 90802. Full name of registrant(s) is (are) JESSICA M MATA, 56 HOLBROOK CT UNIT 102, LONG BEACH, CA 90803. This Business is conducted by: AN INDIVIDUAL. Signed: JESSICA M MATA/OWNER. This statement was filed with the County Clerk of Los Angeles County on 06/03/2025. The registrant(s) has (have) commenced to transact business under the fictitious business name or names listed above on N/A. NOTICE- This Fictitious Name Statement expires five years from the date it was filed in the office of the County Clerk. A new Fictitious Business Name Statement must be filed prior to that date. The filing of this statement does not of itself authorize the use in this state of a Fictitious Business Name in violation of the rights of another under federal, State, or common law (See section 14411 et seq. Business and Professions Code)(Publish: Mountain Views News)/JDC (4, 903, 222, 1067)
notice-pub-dates: ES DATES PUB: JUNE 21, 28, JULY 5, 12, 2025 (231, 1987, 402, 1997)
legal-notice (916, 1825, 1134, 2017)
notice-file-number: FILE NO. 2025-118159 (4, 893, 86, 904)
notice-file-number: FILE NO. 2025120609 (460, 539, 539, 549)
notice-title: FICTITIOUS BUSINESS NAME STATEMENT (460, 951, 626, 961)
legal-notice (232, 1795, 450, 1998)
legal-notice (688, 1297, 906, 1499)
notice-pub-dates: ES DATES PUB: JUNE 14, 21, 28, JULY 5, 2025 (687, 434, 858, 444)
legal-notice (688, 1509, 906, 1701)
notice-pub-dates: ES DATES PUB: JUNE 7, 14, 21, 28, 2025 (916, 2005, 1064, 2016)
notice-pub-dates: ES DATES PUB: JUNE 14, 21, 28, JULY 5, 2025 (687, 1900, 858, 1911)
notice-pub-dates: ES DATES PUB: JUNE 14, 21, 28, JULY 5, 2025 (460, 261, 629, 272)
notice-body: The following person(s) is (are) doing business as: KULIB AUTO DETAIL SERVICES, 448 S FLOWER ST, LOS ANGELES, CA 90071. Full name of registrant(s) is (are) MARTHA GUTIERREZ MURILLO, 1125 CHESHIRE ST, NORWALK, CA 90650. This Business is conducted by: AN INDIVIDUAL. Signed: MARTHA GUTIERREZ MURILLO/OWNER. This statement was filed with the County Clerk of Los Angeles County on 05/22/2025. The registrant(s) has (have) commenced to transact business under the fictitious business name or names listed above on 03/2001. NOTICE- This Fictitious Name Statement expires five years from the date it was filed in the office of the County Clerk. A new Fictitious Business Name Statement must be filed prior to that date. The filing of this statement does not of itself authorize the use in this state of a Fictitious Business Name in violation of the rights of another under federal, State, or common law (See section 14411 et seq. Business and Professions Code)(Publish: Mountain Views News)/JDC (4, 692, 222, 866)
notice-pub-dates: ES DATES PUB: JUNE 14, 21, 28, JULY 5, 2025 (687, 223, 858, 233)
page-number: B12 (10, 2, 65, 37)
legal-notice (460, 60, 678, 272)
notice-file-number: FILE NO. 2025117663 (460, 68, 539, 79)
notice-body: The following person(s) is (are) doing business as: HEALTH PRODUCTS NUTRIFIT, 14481 FILMORE ST PACOIMA, CA 91331. CALIFORNIA. LOS ANGELES COUNTY. Full name of registrant(s) is (are) RUTH LORENA GUTIERREZ HARO, 14481 FILMORE ST PACOIMA, CA 91331. GUILLERMO GUTIERREZ REYES, 14481 FILMORE ST PACOIMA, CA 91331. This Business is conducted by: A GENERAL PARTNERSHIP. Signed: RUTH LORENA GUTIERREZ, GENERAL PARTNER. This statement was filed with the County Clerk of Los Angeles County on 06/09/2025. The registrant(s) has (have) commenced to transact business under the fictitious business name or names listed above on N/A. NOTICE- This Fictitious Name Statement expires five years from the date it was filed in the office of the County Clerk. A new Fictitious Business Name Statement must be filed prior to that date. The filing of this statement does not of itself authorize the use in this state of a Fictitious Business Name in violation of the rights of another under federal, State, or common law (See section 14411 et seq. Business and Professions Code) (460, 78, 678, 262)
legal-notice (688, 664, 906, 866)
notice-file-number: FILE NO. 2025118849 (687, 1718, 767, 1728)
notice-file-number: FILE NO. 2025118945 (687, 251, 767, 261)
legal-notice (4, 472, 222, 665)
notice-title: FICTITIOUS BUSINESS NAME STATEMENT (916, 557, 1082, 568)
section-title: LEGAL NOTICES (1010, 4, 1353, 50)
notice-body: The following person(s) is (are) doing business as: RL CONSTRUCTIONS, 4023 VANETTA PLACE STUDIO CITY, CA 91604. CALIFORNIA. LOS ANGELES COUNTY. Full name of registrant(s) is (are) VICTOR KU WESTON, 4023 VANETTA PLACE STUDIO CITY, CA 91604. This Business is conducted by: AN INDIVIDUAL. Signed: VICTOR KU WESTON, OWNER. This statement was filed with the County Clerk of Los Angeles County on 06/20/2025. The registrant(s) has (have) commenced to transact business under the fictitious business name or names listed above on 06/2025. NOTICE- This Fictitious Name Statement expires five years from the date it was filed in the office of the County Clerk. A new Fictitious Business Name Statement must be filed prior to that date. The filing of this statement does not of itself authorize the use in this state of a Fictitious Business Name in violation of the rights of another under federal, State, or common law (See section 14411 et seq. Business and Professions Code) (231, 1612, 449, 1777)
notice-pub-dates: ES DATES PUB: JUNE 21, 28, JULY 5, 12, 2025 (231, 529, 402, 540)
notice-pub-dates: ES DATES PUB: JUNE 21, 28, JULY 5, 12, 2025 (231, 951, 402, 961)
notice-file-number: FILE NO. 2025118803 (687, 1095, 767, 1105)
notice-title: FICTITIOUS BUSINESS NAME STATEMENT (4, 1526, 170, 1537)
notice-pub-dates: ES DATES PUB: JUNE 14, 21, 28, JULY 5, 2025 (687, 1066, 858, 1077)
legal-notice (688, 60, 906, 233)
legal-notice (232, 1172, 450, 1375)
legal-notice (1144, 1306, 1362, 1499)
notice-file-number: FILE NO. 2025114300 (1143, 261, 1223, 271)
notice-file-number: FILE NO. 2025120631 (460, 2005, 539, 2016)
notice-file-number: FILE NO. 2025117968 (231, 1803, 311, 1814)
notice-body: The following person(s) is (are) doing business as: NEXT GENERATION MANUFACTURED HOMES, 4543 TWEEDY BLVD, SOUTH GATE, CA 90280. Full name of registrant(s) is (are) NG HOMES PLUS LLC, 4543 TWEEDY BLVD, SOUTH GATE, CA 90280. This Business is conducted by: A LIMITED LIABILITY COMPANY. Signed: YOLANDA MIRAMONTEZ/MANAGING MEMBER. ARTICLES #B20250421310. This statement was filed with the County Clerk of Los Angeles County on 05/30/2025. The registrant(s) has (have) commenced to transact business under the fictitious business name or names listed above on N/A. NOTICE- This Fictitious Name Statement expires five years from the date it was filed in the office of the County Clerk. A new Fictitious Business Name Statement must be filed prior to that date. The filing of this statement does not of itself authorize the use in this state of a Fictitious Business Name in violation of the rights of another under federal, State, or common law (See section 14411 et seq. Business and Professions Code)(Publish: Mountain Views News)/JDC (4, 1325, 222, 1509)
notice-pub-dates: ES DATES PUB: JUNE 7, 14, 21, 28, 2025 (916, 1603, 1064, 1614)
notice-title: FICTITIOUS BUSINESS NAME STATEMENT (4, 270, 170, 281)
notice-title: FICTITIOUS BUSINESS NAME STATEMENT (4, 884, 170, 894)
legal-notice (460, 1154, 678, 1356)
notice-file-number: FILE NO. 2025114584 (916, 1631, 995, 1642)
notice-file-number: FILE NO. 2025120371 (231, 778, 311, 788)
notice-title: FICTITIOUS BUSINESS NAME STATEMENT (687, 1708, 854, 1719)
notice-body: The following person(s) is (are) doing business as: DHZ GROUP INC, 23221 WELBY WAY WEST HILLS, CA 91307. CALIFORNIA. LOS ANGELES COUNTY. Full name of registrant(s) is (are) DHZ GROUP INC, 23221 WELBY WAY WEST HILLS, CA 91307. This Business is conducted by: A CORPORATION. Signed: DHZ GROUP INC, DANIEL A HIRAHOKA ZEGARRA, PRESIDENT. This statement was filed with the County Clerk of Los Angeles County on 06/09/2025. The registrant(s) has (have) commenced to transact business under the fictitious business name or names listed above on 06/2025. NOTICE- This Fictitious Name Statement expires five years from the date it was filed in the office of the County Clerk. A new Fictitious Business Name Statement must be filed prior to that date. The filing of this statement does not of itself authorize the use in this state of a Fictitious Business Name in violation of the rights of another under federal, State, or common law (See section 14411 et seq. Business and Professions Code) (687, 471, 905, 645)
notice-title: FILE NO. 2025-113696 (231, 155, 313, 165)
legal-notice (916, 1421, 1134, 1614)
legal-notice (916, 118, 1134, 310)
notice-body: The following person(s) is (are) doing business as: ANS DEVELOPMENT CENTER, 601 N ORANGE ST APT 209 GLENDALE, CA 91203. CALIFORNIA. LOS ANGELES COUNTY. Full name of registrant(s) is (are) ANS DEVELOPMENT CENTER, 601 N ORANGE ST APT 209 GLENDALE, CA 91203. This Business is conducted by: A CORPORATION. Signed: ANS DEVELOPMENT CENTER, ANAHIT HARUTYUNYAN, PRESIDENT. This statement was filed with the County Clerk of Los Angeles County on 06/04/2025. The registrant(s) has (have) commenced to transact business under the fictitious business name or names listed above on 02/2007. NOTICE- This Fictitious Name Statement expires five years from the date it was filed in the office of the County Clerk. A new Fictitious Business Name Statement must be filed prior to that date. The filing of this statement does not of itself authorize the use in this state of a Fictitious Business Name in violation of the rights of another under federal, State, or common law (See section 14411 et seq. Business and Professions Code) (1143, 692, 1361, 876)
notice-file-number: FILE NO. 2025116336 (916, 1430, 995, 1441)
notice-title: FICTITIOUS BUSINESS NAME STATEMENT (687, 1296, 854, 1306)
notice-pub-dates: ES DATES PUB: JUNE 14, 21, 28, JULY 5, 2025 (687, 855, 858, 866)
notice-file-number: FILE NO. 2025-107732 (4, 279, 86, 290)
legal-notice (4, 1939, 222, 2055)
legal-notice (916, 558, 1134, 770)
notice-file-number: FILE NO. 2025118901 (687, 1929, 767, 1939)
notice-pub-dates: DATES PUB: JUN 21, 28, JUL 05, 12, 2025 (231, 308, 383, 319)
legal-notice (916, 999, 1134, 1201)
legal-notice (1144, 894, 1362, 1097)
notice-body: The following person(s) is (are) doing business as: EASTWEST HEALTHCARE, 6727 SYLMAR AVE APT 312, VAN NUYS, CA 91405. CALIFORNIA. LOS ANGELES COUNTY. Full name of registrant(s) is (are) HOW YUN KIM, 6727 SYLMAR AVE APT 312, VAN NUYS, CA 91405. This Business is conducted by: AN INDIVIDUAL. Signed: HOW YUN KIM/OWNER. This statement was filed with the County Clerk of Los Angeles County on 06/20/2025. The registrant(s) has (have) commenced to transact business under the fictitious business name or names listed above on 06/2025. NOTICE- This Fictitious Name Statement expires five years from the date it was filed in the office of the County Clerk. A new Fictitious Business Name Statement must be filed prior to that date. The filing of this statement does not of itself authorize the use in this state of a Fictitious Business Name in violation of the rights of another under federal, State, or common law (See section 14411 et seq. Business and Professions Code) (231, 989, 449, 1153)
notice-pub-dates: DATES PUB: JUN 21, 28, JUL 05, 12, 2025 (4, 865, 156, 876)
notice-body: The following person(s) is (are) doing business as: BB FOAM AND SCREW, 5531 CLEON AVE NORTH HOLLYWOOD, CA 91601. CALIFORNIA. LOS ANGELES COUNTY. Full name of registrant(s) is (are) KATHY EVELYN RIVERA, 5531 CLEON AVE NORTH HOLLYWOOD, CA 91601. This Business is conducted by: AN INDIVIDUAL. Signed: KATHY EVELYN RIVERA, OWNER. This statement was filed with the County Clerk of Los Angeles County on 06/13/2025. The registrant(s) has (have) commenced to transact business under the fictitious business name or names listed above on N/A. NOTICE- This Fictitious Name Statement expires five years from the date it was filed in the office of the County Clerk. A new Fictitious Business Name Statement must be filed prior to that date. The filing of this statement does not of itself authorize the use in this state of a Fictitious Business Name in violation of the rights of another under federal, State, or common law (See section 14411 et seq. Business and Professions Code) (916, 135, 1134, 299)
legal-notice (1144, 1509, 1362, 1701)
notice-pub-dates: ES DATES PUB: JUNE 21, 28, JULY 5, 12, 2025 (231, 1574, 402, 1584)
notice-file-number: FILE NO. 2025117439 (687, 673, 767, 683)
notice-pub-dates: ES DATES PUB: JUNE 14, 21, 28, JULY 5, 2025 (687, 1488, 858, 1499)
notice-title: FICTITIOUS BUSINESS NAME STATEMENT (460, 1363, 626, 1374)
notice-title: FICTITIOUS BUSINESS NAME STATEMENT (687, 241, 854, 252)
notice-pub-dates: ES DATES PUB: JUNE 7, 14, 21, 28, 2025 (1143, 875, 1292, 886)
notice-title: FICTITIOUS BUSINESS NAME STATEMENT (687, 452, 854, 463)
notice-body: The following person(s) is (are) doing business as: JASMIN PATTERN CO, 10844 CROCKETT STREET SUN VALLEY, CA 91352. CALIFORNIA. LOS ANGELES COUNTY. Full name of registrant(s) is (are) ASMIK PERIKHANIAN, 10844 CROCKETT STREET SUN VALLEY, CA 91352. This Business is conducted by: AN INDIVIDUAL. Signed: ASMIK PERIKHANIAN, OWNER. This statement was filed with the County Clerk of Los Angeles County on 06/06/2025. The registrant(s) has (have) commenced to transact business under the fictitious business name or names listed above on N/A. NOTICE- This Fictitious Name Statement expires five years from the date it was filed in the office of the County Clerk. A new Fictitious Business Name Statement must be filed prior to that date. The filing of this statement does not of itself authorize the use in this state of a Fictitious Business Name in violation of the rights of another under federal, State, or common law (See section 14411 et seq. Business and Professions Code) (1143, 1526, 1361, 1690)
notice-title: FICTITIOUS BUSINESS NAME STATEMENT (4, 1727, 170, 1738)
notice-pub-dates: ES DATES PUB: JUNE 7, 14, 21, 28, 2025 (1143, 654, 1292, 665)
notice-title: FICTITIOUS BUSINESS NAME STATEMENT (916, 1823, 1082, 1833)
notice-file-number: FILE NO. 2025-108685 (4, 682, 86, 693)
legal-notice (916, 1622, 1134, 1815)
notice-title: FICTITIOUS BUSINESS NAME STATEMENT (916, 317, 1082, 328)
notice-pub-dates: DATES PUB: JUN 21, 28, JUL 05, 12, 2025 (4, 654, 156, 665)
legal-notice (4, 1527, 222, 1720)
legal-notice (688, 1921, 906, 2066)
notice-title: FICTITIOUS BUSINESS NAME STATEMENT (916, 1420, 1082, 1431)
notice-title: FICTITIOUS BUSINESS NAME STATEMENT (687, 1507, 854, 1517)
notice-body: The following person(s) is (are) doing business as: HOMES TOWERS, 26601 ELOLAS COVENTRY CANYON, VISTA, CALIFORNIA. LOS ANGELES COUNTY. Full name of registrant(s) is (are) CAFE TERHOOM, 26601 ELOLAS COVENTRY CANYON, CA 91351. This Business is conducted by: A CORPORATION. Signed: CAFE TERHOOM, ARASH HOSSEINI, CEO. This statement was filed with the County Clerk of Los Angeles County on 06/13/2025. The registrant(s) has (have) commenced to transact business under the fictitious business name or names listed above on N/A. NOTICE- This Fictitious Name Statement expires five years from the date it was filed in the office of the County Clerk. A new Fictitious Business Name Statement must be filed prior to that date. The filing of this statement does not of itself authorize the use in this state of a Fictitious Business Name in violation of the rights of another under federal, State, or common law (See section 14411 et seq. Business and Professions Code) (460, 970, 678, 1134)
notice-file-number: FILE NO. 2025-115320 (4, 1095, 86, 1105)
notice-file-number: FILE NO. 2025121774 (231, 557, 311, 568)
notice-body: The following person(s) is (are) doing business as: MOUNT METAL REST FOODS CO, 12824 GLADSTONE AVE SYLMAR, CA 91342. CALIFORNIA. LOS ANGELES COUNTY. Full name of registrant(s) is (are) ARTEM SMBATYAN, 12824 GLADSTONE AVE SYLMAR, CA 91342. This Business is conducted by: AN INDIVIDUAL. Signed: ARTEM SMBATYAN/OWNER. This statement was filed with the County Clerk of Los Angeles County on 06/04/2025. The registrant(s) has (have) commenced to transact business under the fictitious business name or names listed above on 10/2008. NOTICE- This Fictitious Name Statement expires five years from the date it was filed in the office of the County Clerk. A new Fictitious Business Name Statement must be filed prior to that date. The filing of this statement does not of itself authorize the use in this state of a Fictitious Business Name in violation of the rights of another under federal, State, or common law (See section 14411 et seq. Business and Professions Code) (1143, 481, 1361, 655)
legal-notice (4, 271, 222, 464)
notice-file-number: FILE NO. 2025-115322 (4, 1315, 86, 1326)
footer: Mountain Views News 80 W Sierra Madre Blvd. No. 327 Sierra Madre, Ca. 91024 Office: 626.355.2737 Fax: 626.609.3285 Email: editor@mtnviewsnews.com Website: www.mtnviewsnews.com (0, 2549, 1369, 2576)
notice-file-number: FILE NO. 2025-118441 (4, 1948, 86, 1959)
notice-body: The following person(s) is (are) doing business as: HANDY BUILD CONSTRUCTION, 11021 DEL SUR ST, SAN FERNANDO, CA 91340. AI #ON C3963966 CALIFORNIA. LOS ANGELES COUNTY. Full name of registrant(s) is (are) BUILD IT CONSTRUCTION INC, 11021 DEL SUR ST, SAN FERNANDO, CA 91340. This Business is conducted by: A CORPORATION. Signed: BUILD IT CONSTRUCTION INC, EDWIN ERNESTO AMAYA CRUZ, PRESIDENT. This statement was filed with the County Clerk of Los Angeles County on 06/20/2025. The registrant(s) has (have) commenced to transact business under the fictitious business name or names listed above on 06/2025. NOTICE- This Fictitious Name Statement expires five years from the date it was filed in the office of the County Clerk. A new Fictitious Business Name Statement must be filed prior to that date. The filing of this statement does not of itself authorize the use in this state of a Fictitious Business Name in violation of the rights of another under federal, State, or common law (See section 14411 et seq. Business and Professions Code) (231, 346, 449, 530)
notice-body: The following person(s) is (are) doing business as: TEXMEX BURGER, 913 EAST FLORENCE AVE APT 8 DOWNEY, CA 90240. CALIFORNIA. LOS ANGELES COUNTY. Full name of registrant(s) is (are) VICTOR RONY ROJAS CHACON, 913 EAST FLORENCE AVE APT 8 DOWNEY, CA 90240. This Business is conducted by: AN INDIVIDUAL. Signed: VICTOR RONY ROJAS CHACON, OWNER. This statement was filed with the County Clerk of Los Angeles County on 06/06/2025. The registrant(s) has (have) commenced to transact business under the fictitious business name or names listed above on N/A. NOTICE- This Fictitious Name Statement expires five years from the date it was filed in the office of the County Clerk. A new Fictitious Business Name Statement must be filed prior to that date. The filing of this statement does not of itself authorize the use in this state of a Fictitious Business Name in violation of the rights of another under federal, State, or common law (See section 14411 et seq. Business and Professions Code) (460, 1171, 678, 1345)
notice-body: The following person(s) is (are) doing business as: SAGEBRUSH TECHNOLOGIES, 20500 VAN OWEN STREET UNIT 18, WINNETKA, CA 91306. CALIFORNIA. LOS ANGELES COUNTY. Full name of registrant(s) is (are) SONNY DALTA, 20500 VAN OWEN STREET UNIT 18, WINNETKA, CA 91306. This Business is conducted by: A GENERAL PARTNERSHIP. Signed: SONNY DALTA, GENERAL PARTNER. This statement was filed with the County Clerk of Los Angeles County on 06/20/2025. The registrant(s) has (have) commenced to transact business under the fictitious business name or names listed above on 06/2025. NOTICE- This Fictitious Name Statement expires five years from the date it was filed in the office of the County Clerk. A new Fictitious Business Name Statement must be filed prior to that date. The filing of this statement does not of itself authorize the use in this state of a Fictitious Business Name in violation of the rights of another under federal, State, or common law (See section 14411 et seq. Business and Professions Code) (231, 1813, 449, 1988)
notice-title: FICTITIOUS BUSINESS NAME STATEMENT (687, 1919, 854, 1930)
legal-notice (4, 885, 222, 1077)
legal-notice (232, 156, 450, 319)
notice-body: The following person(s) is (are) doing business as: BEN STUDIO CITY WELL, INC, 12007 VENTURA BLVD STUDIO CITY, CA 91604. AI ON C2707699 CALIFORNIA. LOS ANGELES COUNTY. Full name of registrant(s) is (are) BEN TRADING COMPANY, 12007 VENTURA BLVD STUDIO CITY, CA 91604. This Business is conducted by: A CORPORATION. Signed: BEN TRADING COMPANY, BEN RAFEH, CEO. This statement was filed with the County Clerk of Los Angeles County on 06/03/2025. The registrant(s) has (have) commenced to transact business under the fictitious business name or names listed above on 10/2005. NOTICE- This Fictitious Name Statement expires five years from the date it was filed in the office of the County Clerk. A new Fictitious Business Name Statement must be filed prior to that date. The filing of this statement does not of itself authorize the use in this state of a Fictitious Business Name in violation of the rights of another under federal, State, or common law (See section 14411 et seq. Business and Professions Code) (916, 1018, 1134, 1192)
legal-notice (4, 1306, 222, 1518)
issue-line: Mountain Views-News Saturday June 28, 2025 (10, 37, 307, 52)
legal-notice (460, 1595, 678, 1788)
notice-file-number: FILE NO. 2025119625 (460, 1804, 539, 1815)
notice-file-number: FILE NO. 2025121750 (231, 979, 311, 990)
notice-pub-dates: ES DATES PUB: JUNE 14, 21, 28, JULY 5, 2025 (460, 721, 629, 732)
notice-file-number: FILE NO. 2025129857 (231, 1391, 311, 1402)
notice-file-number: FILE NO. 2025116677 (460, 1603, 539, 1614)
notice-file-number: FILE NO. 2025115506 (1143, 1718, 1223, 1728)
notice-pub-dates: DATES PUB: JUN 21, 28, JUL 05, 12, 2025 (4, 1508, 156, 1518)
legal-notice (4, 1728, 222, 1931)
notice-file-number: FILE NO. 2025-093608 (4, 481, 86, 492)
notice-title: FICTITIOUS BUSINESS NAME STATEMENT (687, 874, 854, 885)
notice-file-number: FILE NO. 2025116169 (916, 1219, 995, 1230)
